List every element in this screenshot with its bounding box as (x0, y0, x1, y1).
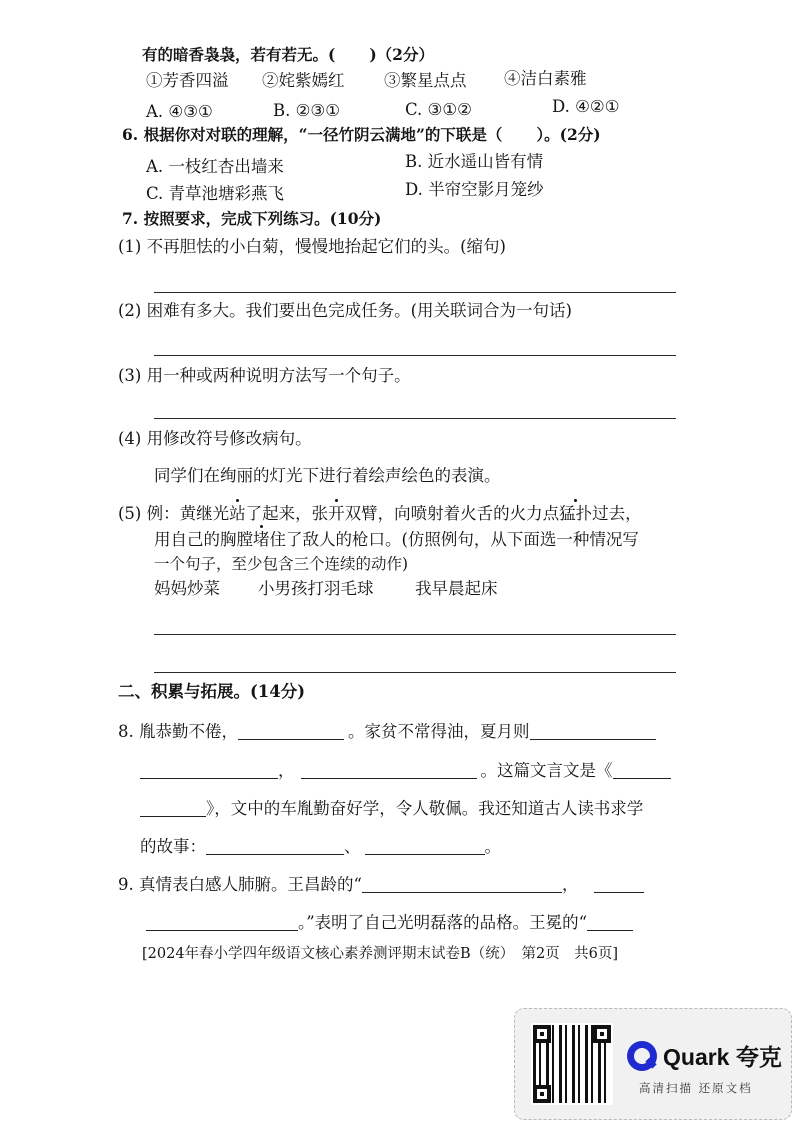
page-footer: [2024年春小学四年级语文核心素养测评期末试卷B（统） 第2页 共6页] (142, 946, 619, 962)
q6-stem (122, 124, 601, 146)
q5-option-d: D. ④②① (552, 97, 620, 116)
quark-scan-badge[interactable] (514, 1008, 792, 1120)
q5-option-b: B. ②③① (273, 101, 340, 120)
q8-text: ， (278, 761, 295, 780)
q7-sub5-text: 用自己的胸膛 (154, 530, 253, 549)
q7-sub5-line2 (154, 529, 639, 551)
q9-line1 (118, 874, 644, 896)
quark-brand: Quark 夸克 (663, 1044, 782, 1070)
q7-stem: 7. 按照要求，完成下列练习。(10分) (122, 209, 382, 228)
q7-sub5-text: 过去， (592, 504, 642, 523)
q6-option-b: B. 近水遥山皆有情 (405, 152, 544, 171)
verb-emphasis: 开 (328, 504, 345, 523)
fill-blank[interactable] (594, 874, 644, 893)
q5-tail (142, 44, 434, 66)
q5-item-2: ②姹紫嫣红 (262, 71, 345, 90)
q7-sub5-text: (5) 例：黄继光 (118, 504, 230, 523)
fill-blank[interactable] (140, 798, 206, 817)
q8-text: 、 (344, 837, 361, 856)
q6-stem-text: 6. 根据你对对联的理解，“一径竹阴云满地”的下联是（ (122, 125, 503, 144)
q8-line4 (140, 836, 501, 858)
q9-text: 9. 真情表白感人肺腑。王昌龄的“ (118, 875, 362, 894)
fill-blank[interactable] (362, 874, 562, 893)
q9-text: ， (561, 875, 579, 894)
q5-tail-score: )（2分） (369, 45, 434, 64)
fill-blank[interactable] (587, 912, 633, 931)
q7-sub4: (4) 用修改符号修改病句。 (118, 429, 312, 448)
fill-blank[interactable] (146, 912, 298, 931)
q8-text: 。这篇文言文是《 (480, 761, 613, 780)
q7-sub1: (1) 不再胆怯的小白菊，慢慢地抬起它们的头。(缩句) (118, 237, 506, 256)
q7-sub5-text: 双臂，向喷射着火舌的火力点 (344, 504, 560, 523)
verb-emphasis: 堵 (253, 530, 270, 549)
q5-tail-text: 有的暗香袅袅，若有若无。( (142, 45, 336, 64)
qr-finder (533, 1085, 551, 1103)
q7-sub4-sentence: 同学们在绚丽的灯光下进行着绘声绘色的表演。 (154, 466, 501, 485)
q7-sub5-text: 了起来，张 (245, 504, 329, 523)
q7-sub5-answer-line-1 (154, 634, 676, 635)
q7-sub5-choice-2: 小男孩打羽毛球 (258, 579, 374, 598)
fill-blank[interactable] (238, 721, 344, 740)
q6-option-d: D. 半帘空影月笼纱 (405, 180, 544, 199)
fill-blank[interactable] (301, 760, 477, 779)
q7-sub3-answer-line (154, 418, 676, 419)
q6-option-a: A. 一枝红杏出墙来 (146, 157, 284, 176)
q7-sub5-text: 住了敌人的枪口。(仿照例句，从下面选一种情况写 (269, 530, 639, 549)
q5-option-c: C. ③①② (405, 100, 472, 119)
q9-line2 (146, 912, 633, 934)
q6-option-c: C. 青草池塘彩燕飞 (146, 184, 285, 203)
quark-tagline: 高清扫描 还原文档 (639, 1081, 753, 1095)
verb-emphasis: 猛扑 (559, 504, 593, 523)
q5-item-3: ③繁星点点 (384, 71, 467, 90)
qr-finder (593, 1025, 611, 1043)
fill-blank[interactable] (613, 760, 671, 779)
q7-sub5-line1 (118, 503, 642, 525)
q6-stem-score: ）。(2分) (536, 125, 601, 144)
q9-text: 。”表明了自己光明磊落的品格。王冕的“ (298, 913, 588, 932)
quark-logo-icon (627, 1041, 657, 1071)
q8-text: 》，文中的车胤勤奋好学，令人敬佩。我还知道古人读书求学 (206, 799, 644, 818)
q5-item-4: ④洁白素雅 (504, 69, 587, 88)
q8-text: 。家贫不常得油，夏月则 (348, 722, 530, 741)
q7-sub2: (2) 困难有多大。我们要出色完成任务。(用关联词合为一句话) (118, 301, 572, 320)
q8-line2 (140, 760, 671, 782)
verb-emphasis: 站 (229, 504, 246, 523)
q7-sub5-choice-1: 妈妈炒菜 (154, 579, 220, 598)
q7-sub3: (3) 用一种或两种说明方法写一个句子。 (118, 366, 411, 385)
section-2-heading: 二、积累与拓展。(14分) (118, 682, 306, 701)
fill-blank[interactable] (206, 836, 344, 855)
q7-sub5-answer-line-2 (154, 672, 676, 673)
q5-option-a: A. ④③① (146, 102, 213, 121)
q7-sub5-line3: 一个句子，至少包含三个连续的动作) (154, 555, 409, 573)
qr-code-icon[interactable] (531, 1023, 613, 1105)
fill-blank[interactable] (530, 721, 656, 740)
q8-text: 。 (484, 837, 501, 856)
q8-line3 (140, 798, 643, 820)
q7-sub5-choice-3: 我早晨起床 (415, 579, 498, 598)
q7-sub1-answer-line (154, 292, 676, 293)
fill-blank[interactable] (140, 760, 278, 779)
q8-text: 的故事： (140, 837, 206, 856)
fill-blank[interactable] (365, 836, 485, 855)
q5-item-1: ①芳香四溢 (146, 71, 229, 90)
q8-text: 8. 胤恭勤不倦， (118, 722, 238, 741)
q8-line1 (118, 721, 656, 743)
qr-finder (533, 1025, 551, 1043)
q7-sub2-answer-line (154, 355, 676, 356)
